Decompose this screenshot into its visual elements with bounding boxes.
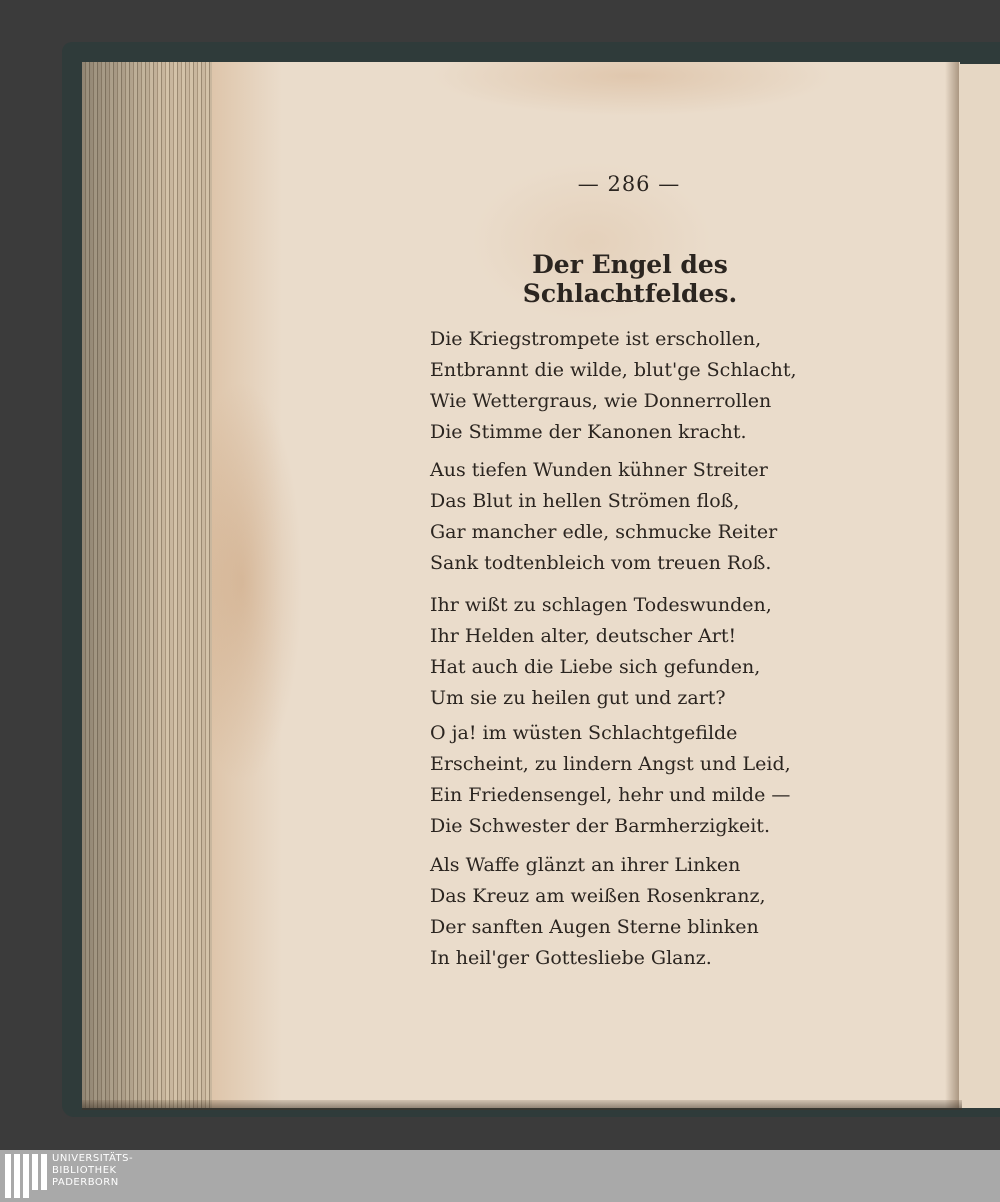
poem-line: Die Kriegstrompete ist erschollen, <box>430 328 762 350</box>
stanza-3 <box>430 590 810 714</box>
poem-line: Um sie zu heilen gut und zart? <box>430 687 726 709</box>
library-logo-icon <box>5 1154 47 1198</box>
poem-line: Der sanften Augen Sterne blinken <box>430 916 759 938</box>
poem-line: Aus tiefen Wunden kühner Streiter <box>430 459 768 481</box>
poem-line: Entbrannt die wilde, blut'ge Schlacht, <box>430 359 797 381</box>
poem-line: O ja! im wüsten Schlachtgefilde <box>430 722 738 744</box>
poem-line: Das Kreuz am weißen Rosenkranz, <box>430 885 766 907</box>
poem-line: Gar mancher edle, schmucke Reiter <box>430 521 778 543</box>
poem-line: Das Blut in hellen Strömen floß, <box>430 490 740 512</box>
logo-line: BIBLIOTHEK <box>52 1165 117 1176</box>
poem-line: Erscheint, zu lindern Angst und Leid, <box>430 753 791 775</box>
poem-line: Ein Friedensengel, hehr und milde — <box>430 784 791 806</box>
poem-line: Sank todtenbleich vom treuen Roß. <box>430 552 772 574</box>
poem-line: Ihr Helden alter, deutscher Art! <box>430 625 737 647</box>
poem-line: Ihr wißt zu schlagen Todeswunden, <box>430 594 772 616</box>
stanza-2 <box>430 455 810 579</box>
logo-line: PADERBORN <box>52 1177 119 1188</box>
poem-line: Die Stimme der Kanonen kracht. <box>430 421 747 443</box>
library-logo-text <box>52 1153 133 1189</box>
poem-line: Wie Wettergraus, wie Donnerrollen <box>430 390 772 412</box>
poem-line: Als Waffe glänzt an ihrer Linken <box>430 854 741 876</box>
library-footer <box>0 1150 1000 1202</box>
poem-line: In heil'ger Gottesliebe Glanz. <box>430 947 712 969</box>
poem-title: Der Engel des Schlachtfeldes. <box>522 250 738 308</box>
stanza-5 <box>430 850 810 974</box>
page-number: — 286 — <box>577 172 681 196</box>
logo-line: UNIVERSITÄTS- <box>52 1153 134 1164</box>
stanza-4 <box>430 718 810 842</box>
poem-line: Die Schwester der Barmherzigkeit. <box>430 815 770 837</box>
title-divider <box>608 300 644 301</box>
stanza-1 <box>430 324 810 448</box>
poem-line: Hat auch die Liebe sich gefunden, <box>430 656 761 678</box>
